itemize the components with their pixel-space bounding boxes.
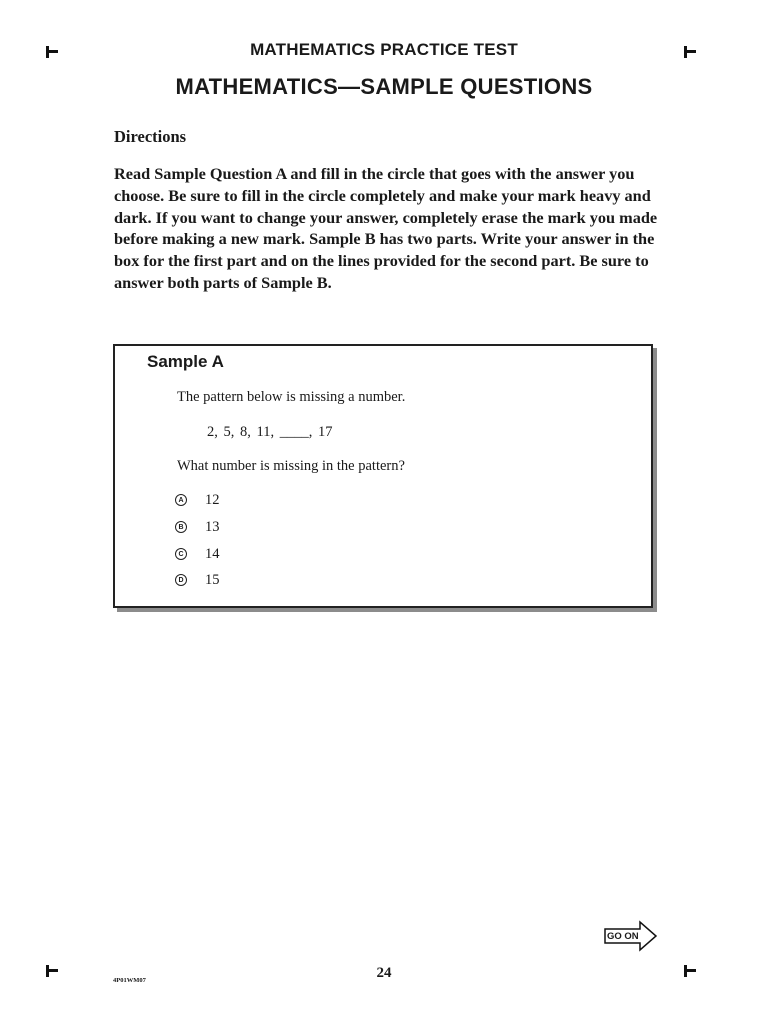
form-code: 4P01WM07 <box>113 977 146 984</box>
answer-value-a: 12 <box>205 491 220 508</box>
answer-value-d: 15 <box>205 571 220 588</box>
answer-choice-b[interactable] <box>175 519 220 535</box>
test-header: MATHEMATICS PRACTICE TEST <box>250 40 518 59</box>
page-title: MATHEMATICS—SAMPLE QUESTIONS <box>175 74 593 99</box>
answer-choice-c[interactable] <box>175 546 220 562</box>
question-stem: The pattern below is missing a number. <box>177 389 406 405</box>
answer-value-c: 14 <box>205 545 220 562</box>
number-pattern: 2, 5, 8, 11, ____, 17 <box>207 424 333 440</box>
answer-bubble-c[interactable]: C <box>175 548 187 560</box>
sample-a-title: Sample A <box>147 352 224 371</box>
directions-heading: Directions <box>114 127 187 146</box>
answer-choice-a[interactable] <box>175 492 220 508</box>
question-prompt: What number is missing in the pattern? <box>177 458 405 474</box>
answer-bubble-b[interactable]: B <box>175 521 187 533</box>
answer-bubble-d[interactable]: D <box>175 574 187 586</box>
directions-text: Read Sample Question A and fill in the circle that goes with the answer you choose. Be sure to fill in the circle completely and make your mark heavy and dark. If you want to change your answer, completely erase the mark you made before making a new mark. Sample B has two parts. Write your answer in the box for the first part and on the lines provided for the second part. Be sure to answer both parts of Sample B. <box>114 164 658 292</box>
page-number: 24 <box>376 965 392 981</box>
answer-bubble-a[interactable]: A <box>175 494 187 506</box>
go-on-arrow <box>604 920 658 952</box>
answer-choice-d[interactable] <box>175 572 220 588</box>
answer-value-b: 13 <box>205 518 220 535</box>
sample-a-box <box>113 344 653 608</box>
go-on-label: GO ON <box>607 931 639 942</box>
